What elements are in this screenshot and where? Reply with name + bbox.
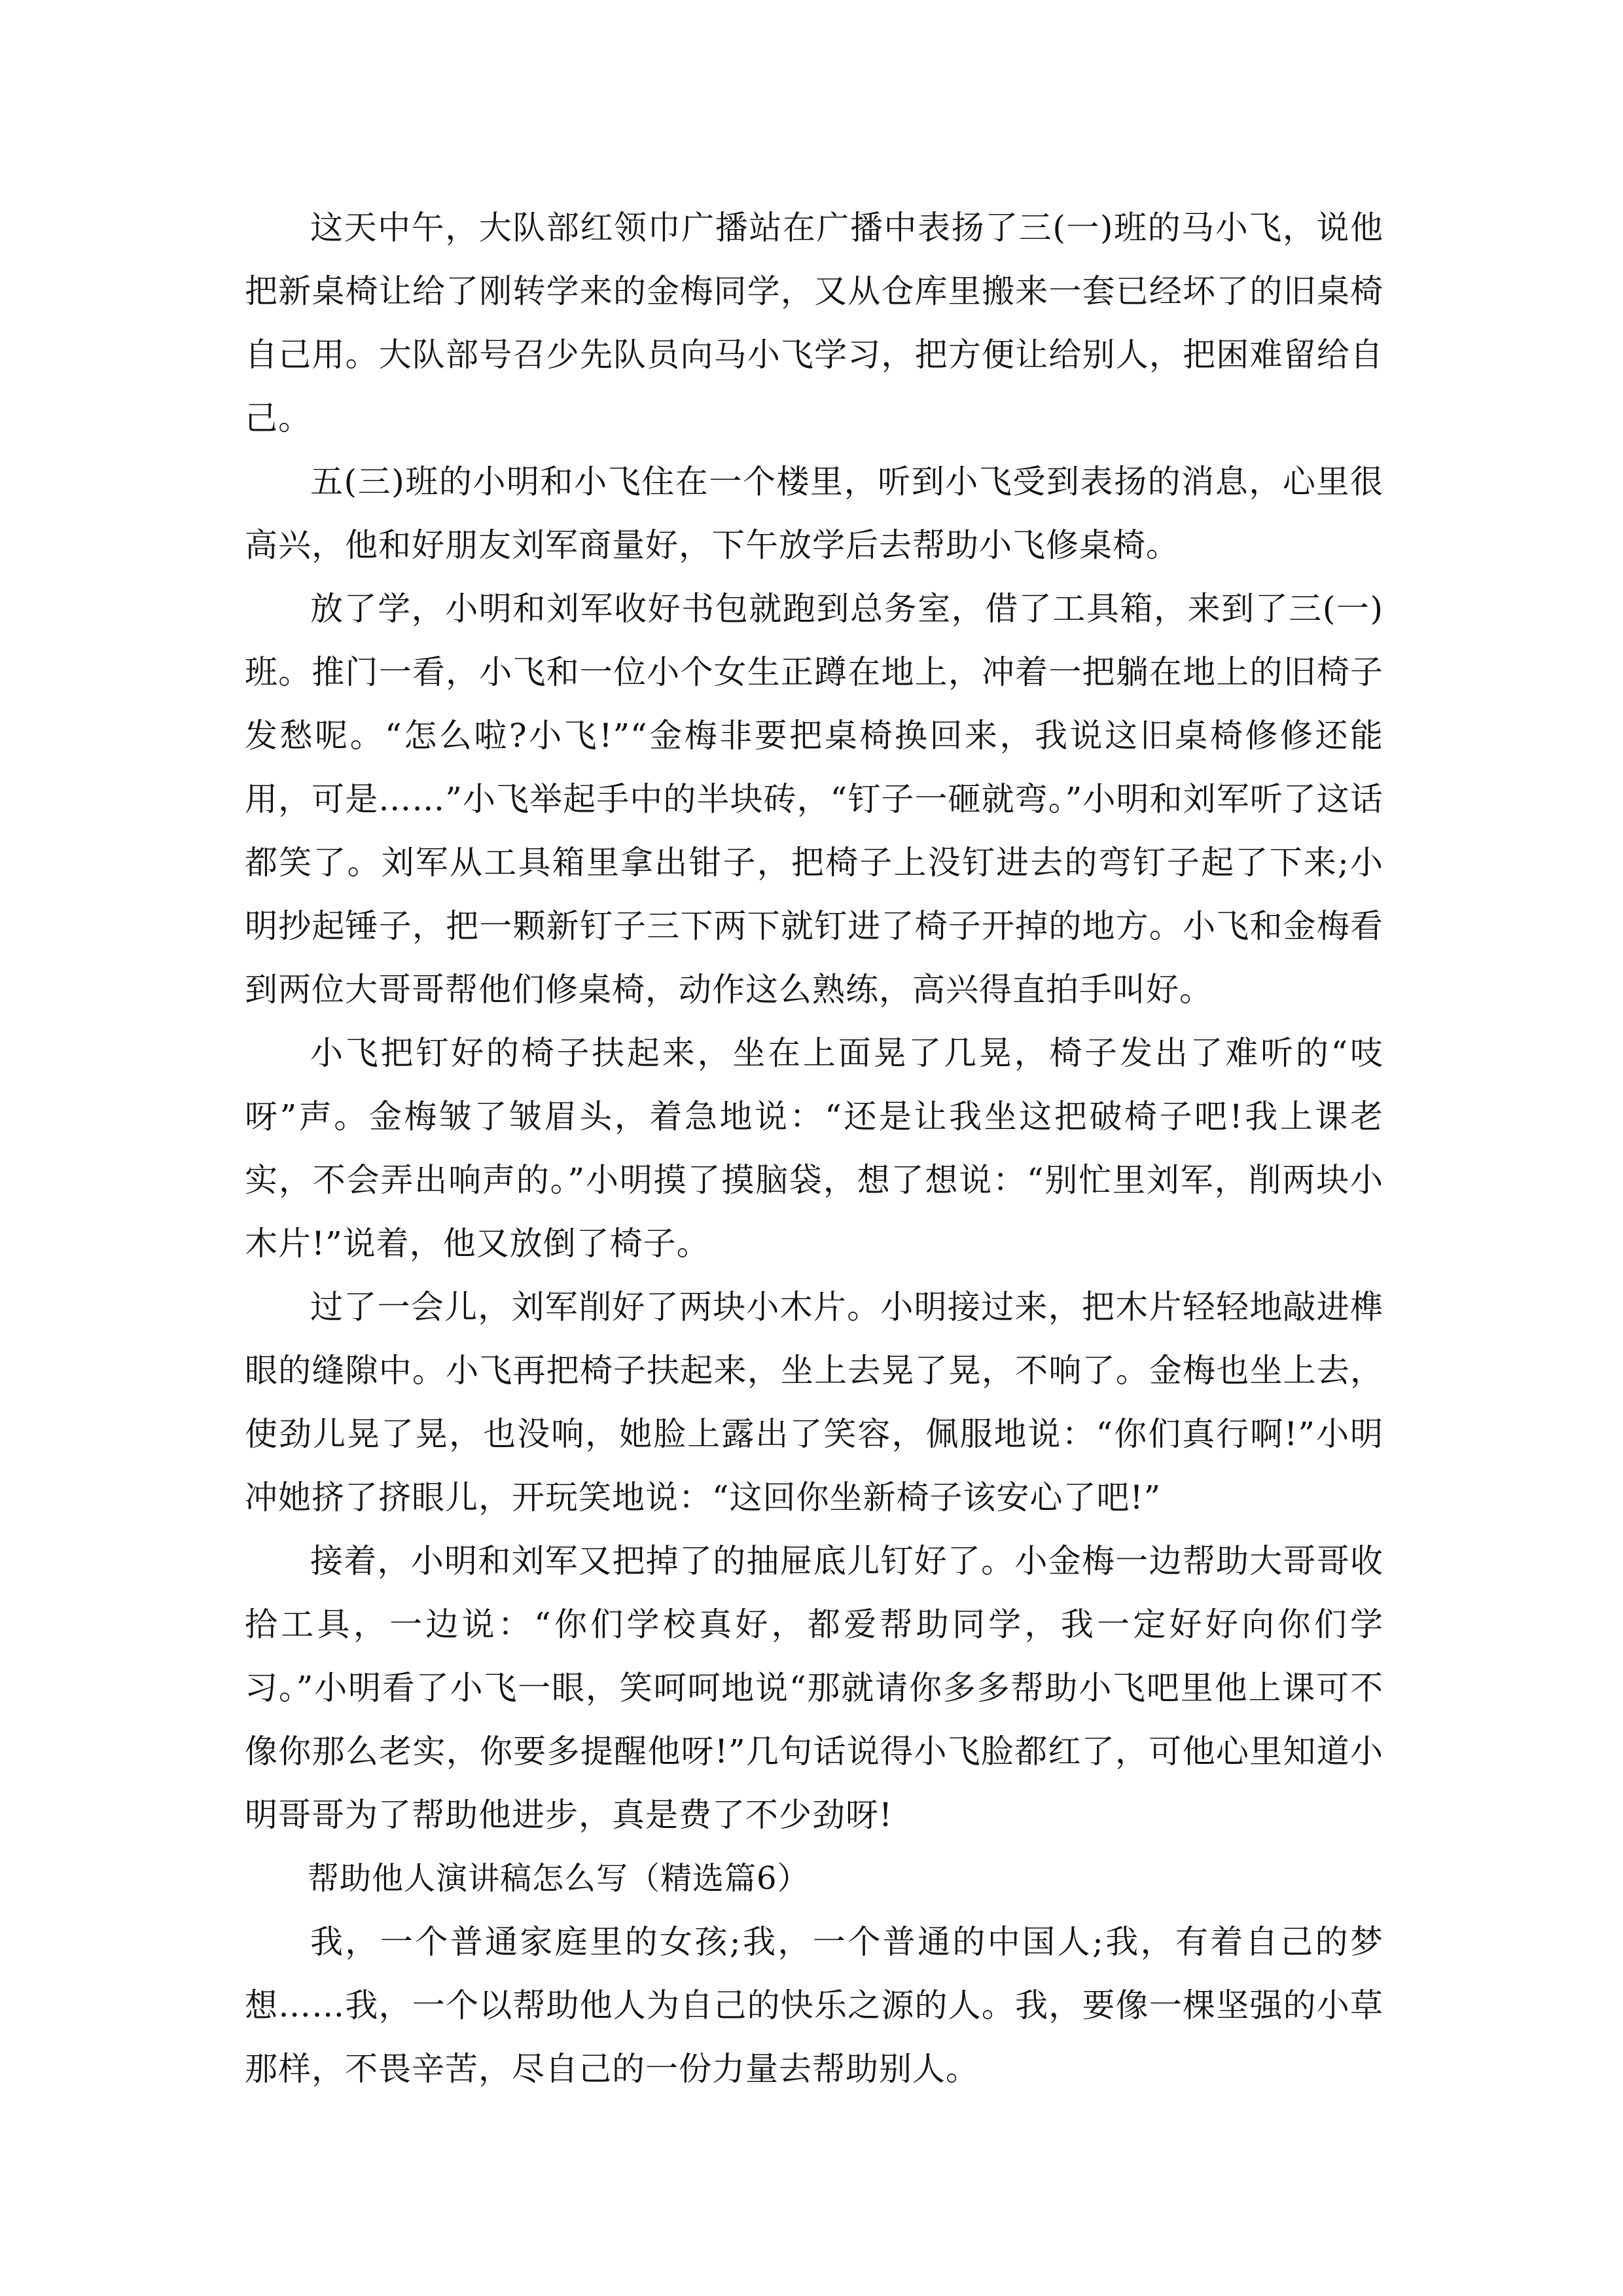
document-body [245,196,1383,2101]
paragraph: 我，一个普通家庭里的女孩;我，一个普通的中国人;我，有着自己的梦想……我，一个以帮助他人为自己的快乐之源的人。我，要像一棵坚强的小草那样，不畏辛苦，尽自己的一份力量去帮助别人。 [245,1923,1383,2088]
paragraph: 五(三)班的小明和小飞住在一个楼里，听到小飞受到表扬的消息，心里很高兴，他和好朋友刘军商量好，下午放学后去帮助小飞修桌椅。 [245,463,1383,564]
paragraph: 放了学，小明和刘军收好书包就跑到总务室，借了工具箱，来到了三(一)班。推门一看，小飞和一位小个女生正蹲在地上，冲着一把躺在地上的旧椅子发愁呢。“怎么啦?小飞!”“金梅非要把桌椅换回来，我说这旧桌椅修修还能用，可是……”小飞举起手中的半块砖，“钉子一砸就弯。”小明和刘军听了这话都笑了。刘军从工具箱里拿出钳子，把椅子上没钉进去的弯钉子起了下来;小明抄起锤子，把一颗新钉子三下两下就钉进了椅子开掉的地方。小飞和金梅看到两位大哥哥帮他们修桌椅，动作这么熟练，高兴得直拍手叫好。 [245,590,1383,1009]
paragraph: 这天中午，大队部红领巾广播站在广播中表扬了三(一)班的马小飞，说他把新桌椅让给了刚转学来的金梅同学，又从仓库里搬来一套已经坏了的旧桌椅自己用。大队部号召少先队员向马小飞学习，把方便让给别人，把困难留给自己。 [245,209,1383,437]
paragraph: 过了一会儿，刘军削好了两块小木片。小明接过来，把木片轻轻地敲进榫眼的缝隙中。小飞再把椅子扶起来，坐上去晃了晃，不响了。金梅也坐上去，使劲儿晃了晃，也没响，她脸上露出了笑容，佩服地说：“你们真行啊!”小明冲她挤了挤眼儿，开玩笑地说：“这回你坐新椅子该安心了吧!” [245,1288,1383,1516]
paragraph: 小飞把钉好的椅子扶起来，坐在上面晃了几晃，椅子发出了难听的“吱呀”声。金梅皱了皱眉头，着急地说：“还是让我坐这把破椅子吧!我上课老实，不会弄出响声的。”小明摸了摸脑袋，想了想说：“别忙里刘军，削两块小木片!”说着，他又放倒了椅子。 [245,1034,1383,1263]
paragraph: 接着，小明和刘军又把掉了的抽屉底儿钉好了。小金梅一边帮助大哥哥收拾工具，一边说：“你们学校真好，都爱帮助同学，我一定好好向你们学习。”小明看了小飞一眼，笑呵呵地说“那就请你多多帮助小飞吧里他上课可不像你那么老实，你要多提醒他呀!”几句话说得小飞脸都红了，可他心里知道小明哥哥为了帮助他进步，真是费了不少劲呀! [245,1542,1383,1834]
section-heading: 帮助他人演讲稿怎么写（精选篇6） [308,1860,810,1897]
